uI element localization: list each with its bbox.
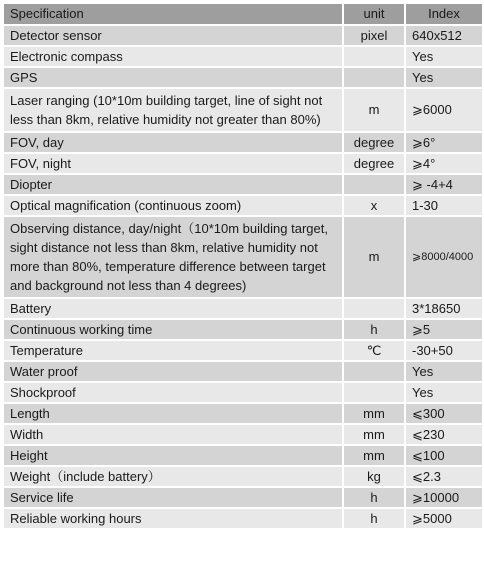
- unit-cell: [343, 46, 405, 67]
- table-row: [3, 403, 483, 424]
- index-cell: ⩾4°: [405, 153, 483, 174]
- unit-cell: h: [343, 487, 405, 508]
- spec-cell: Weight（include battery）: [3, 466, 343, 487]
- index-cell: ⩾6°: [405, 132, 483, 153]
- index-cell: ⩾8000/4000: [405, 216, 483, 298]
- spec-cell: Temperature: [3, 340, 343, 361]
- index-cell: ⩾5000: [405, 508, 483, 529]
- unit-cell: [343, 361, 405, 382]
- unit-cell: [343, 174, 405, 195]
- table-row: [3, 361, 483, 382]
- unit-cell: [343, 67, 405, 88]
- spec-cell: Width: [3, 424, 343, 445]
- table-row: [3, 132, 483, 153]
- table-row: [3, 216, 483, 298]
- index-cell: Yes: [405, 46, 483, 67]
- header-specification: Specification: [3, 3, 343, 25]
- table-header-row: [3, 3, 483, 25]
- index-cell: ⩾6000: [405, 88, 483, 132]
- index-cell: 3*18650: [405, 298, 483, 319]
- spec-cell: Reliable working hours: [3, 508, 343, 529]
- table-row: [3, 88, 483, 132]
- table-row: [3, 195, 483, 216]
- index-cell: ⩾5: [405, 319, 483, 340]
- spec-cell: Battery: [3, 298, 343, 319]
- unit-cell: ℃: [343, 340, 405, 361]
- table-row: [3, 382, 483, 403]
- unit-cell: h: [343, 508, 405, 529]
- spec-cell: Electronic compass: [3, 46, 343, 67]
- table-row: [3, 340, 483, 361]
- table-row: [3, 67, 483, 88]
- index-cell: -30+50: [405, 340, 483, 361]
- table-row: [3, 153, 483, 174]
- spec-cell: Shockproof: [3, 382, 343, 403]
- unit-cell: mm: [343, 424, 405, 445]
- table-row: [3, 466, 483, 487]
- index-cell: ⩽100: [405, 445, 483, 466]
- unit-cell: degree: [343, 153, 405, 174]
- table-row: [3, 25, 483, 46]
- spec-cell: Length: [3, 403, 343, 424]
- index-cell: Yes: [405, 361, 483, 382]
- spec-cell: Height: [3, 445, 343, 466]
- unit-cell: mm: [343, 403, 405, 424]
- unit-cell: x: [343, 195, 405, 216]
- spec-cell: Service life: [3, 487, 343, 508]
- unit-cell: [343, 382, 405, 403]
- spec-cell: FOV, day: [3, 132, 343, 153]
- unit-cell: kg: [343, 466, 405, 487]
- index-cell: 1-30: [405, 195, 483, 216]
- header-unit: unit: [343, 3, 405, 25]
- index-cell: ⩽230: [405, 424, 483, 445]
- table-row: [3, 487, 483, 508]
- table-row: [3, 508, 483, 529]
- table-row: [3, 424, 483, 445]
- specification-table: [2, 2, 484, 530]
- index-cell: ⩽300: [405, 403, 483, 424]
- spec-cell: Observing distance, day/night（10*10m building target, sight distance not less than 8km, relative humidity not more than 80%, temperature difference between target and background not less than 4 degrees): [3, 216, 343, 298]
- unit-cell: mm: [343, 445, 405, 466]
- index-cell: ⩾10000: [405, 487, 483, 508]
- unit-cell: m: [343, 88, 405, 132]
- unit-cell: [343, 298, 405, 319]
- table-row: [3, 319, 483, 340]
- spec-cell: Continuous working time: [3, 319, 343, 340]
- spec-cell: GPS: [3, 67, 343, 88]
- spec-cell: Water proof: [3, 361, 343, 382]
- unit-cell: pixel: [343, 25, 405, 46]
- index-cell: 640x512: [405, 25, 483, 46]
- index-cell: Yes: [405, 67, 483, 88]
- index-cell: ⩽2.3: [405, 466, 483, 487]
- header-index: Index: [405, 3, 483, 25]
- spec-cell: FOV, night: [3, 153, 343, 174]
- table-row: [3, 298, 483, 319]
- spec-cell: Diopter: [3, 174, 343, 195]
- spec-cell: Laser ranging (10*10m building target, line of sight not less than 8km, relative humidity not greater than 80%): [3, 88, 343, 132]
- unit-cell: h: [343, 319, 405, 340]
- unit-cell: degree: [343, 132, 405, 153]
- table-row: [3, 46, 483, 67]
- spec-cell: Optical magnification (continuous zoom): [3, 195, 343, 216]
- table-row: [3, 174, 483, 195]
- unit-cell: m: [343, 216, 405, 298]
- table-row: [3, 445, 483, 466]
- index-cell: Yes: [405, 382, 483, 403]
- spec-cell: Detector sensor: [3, 25, 343, 46]
- index-cell: ⩾ -4+4: [405, 174, 483, 195]
